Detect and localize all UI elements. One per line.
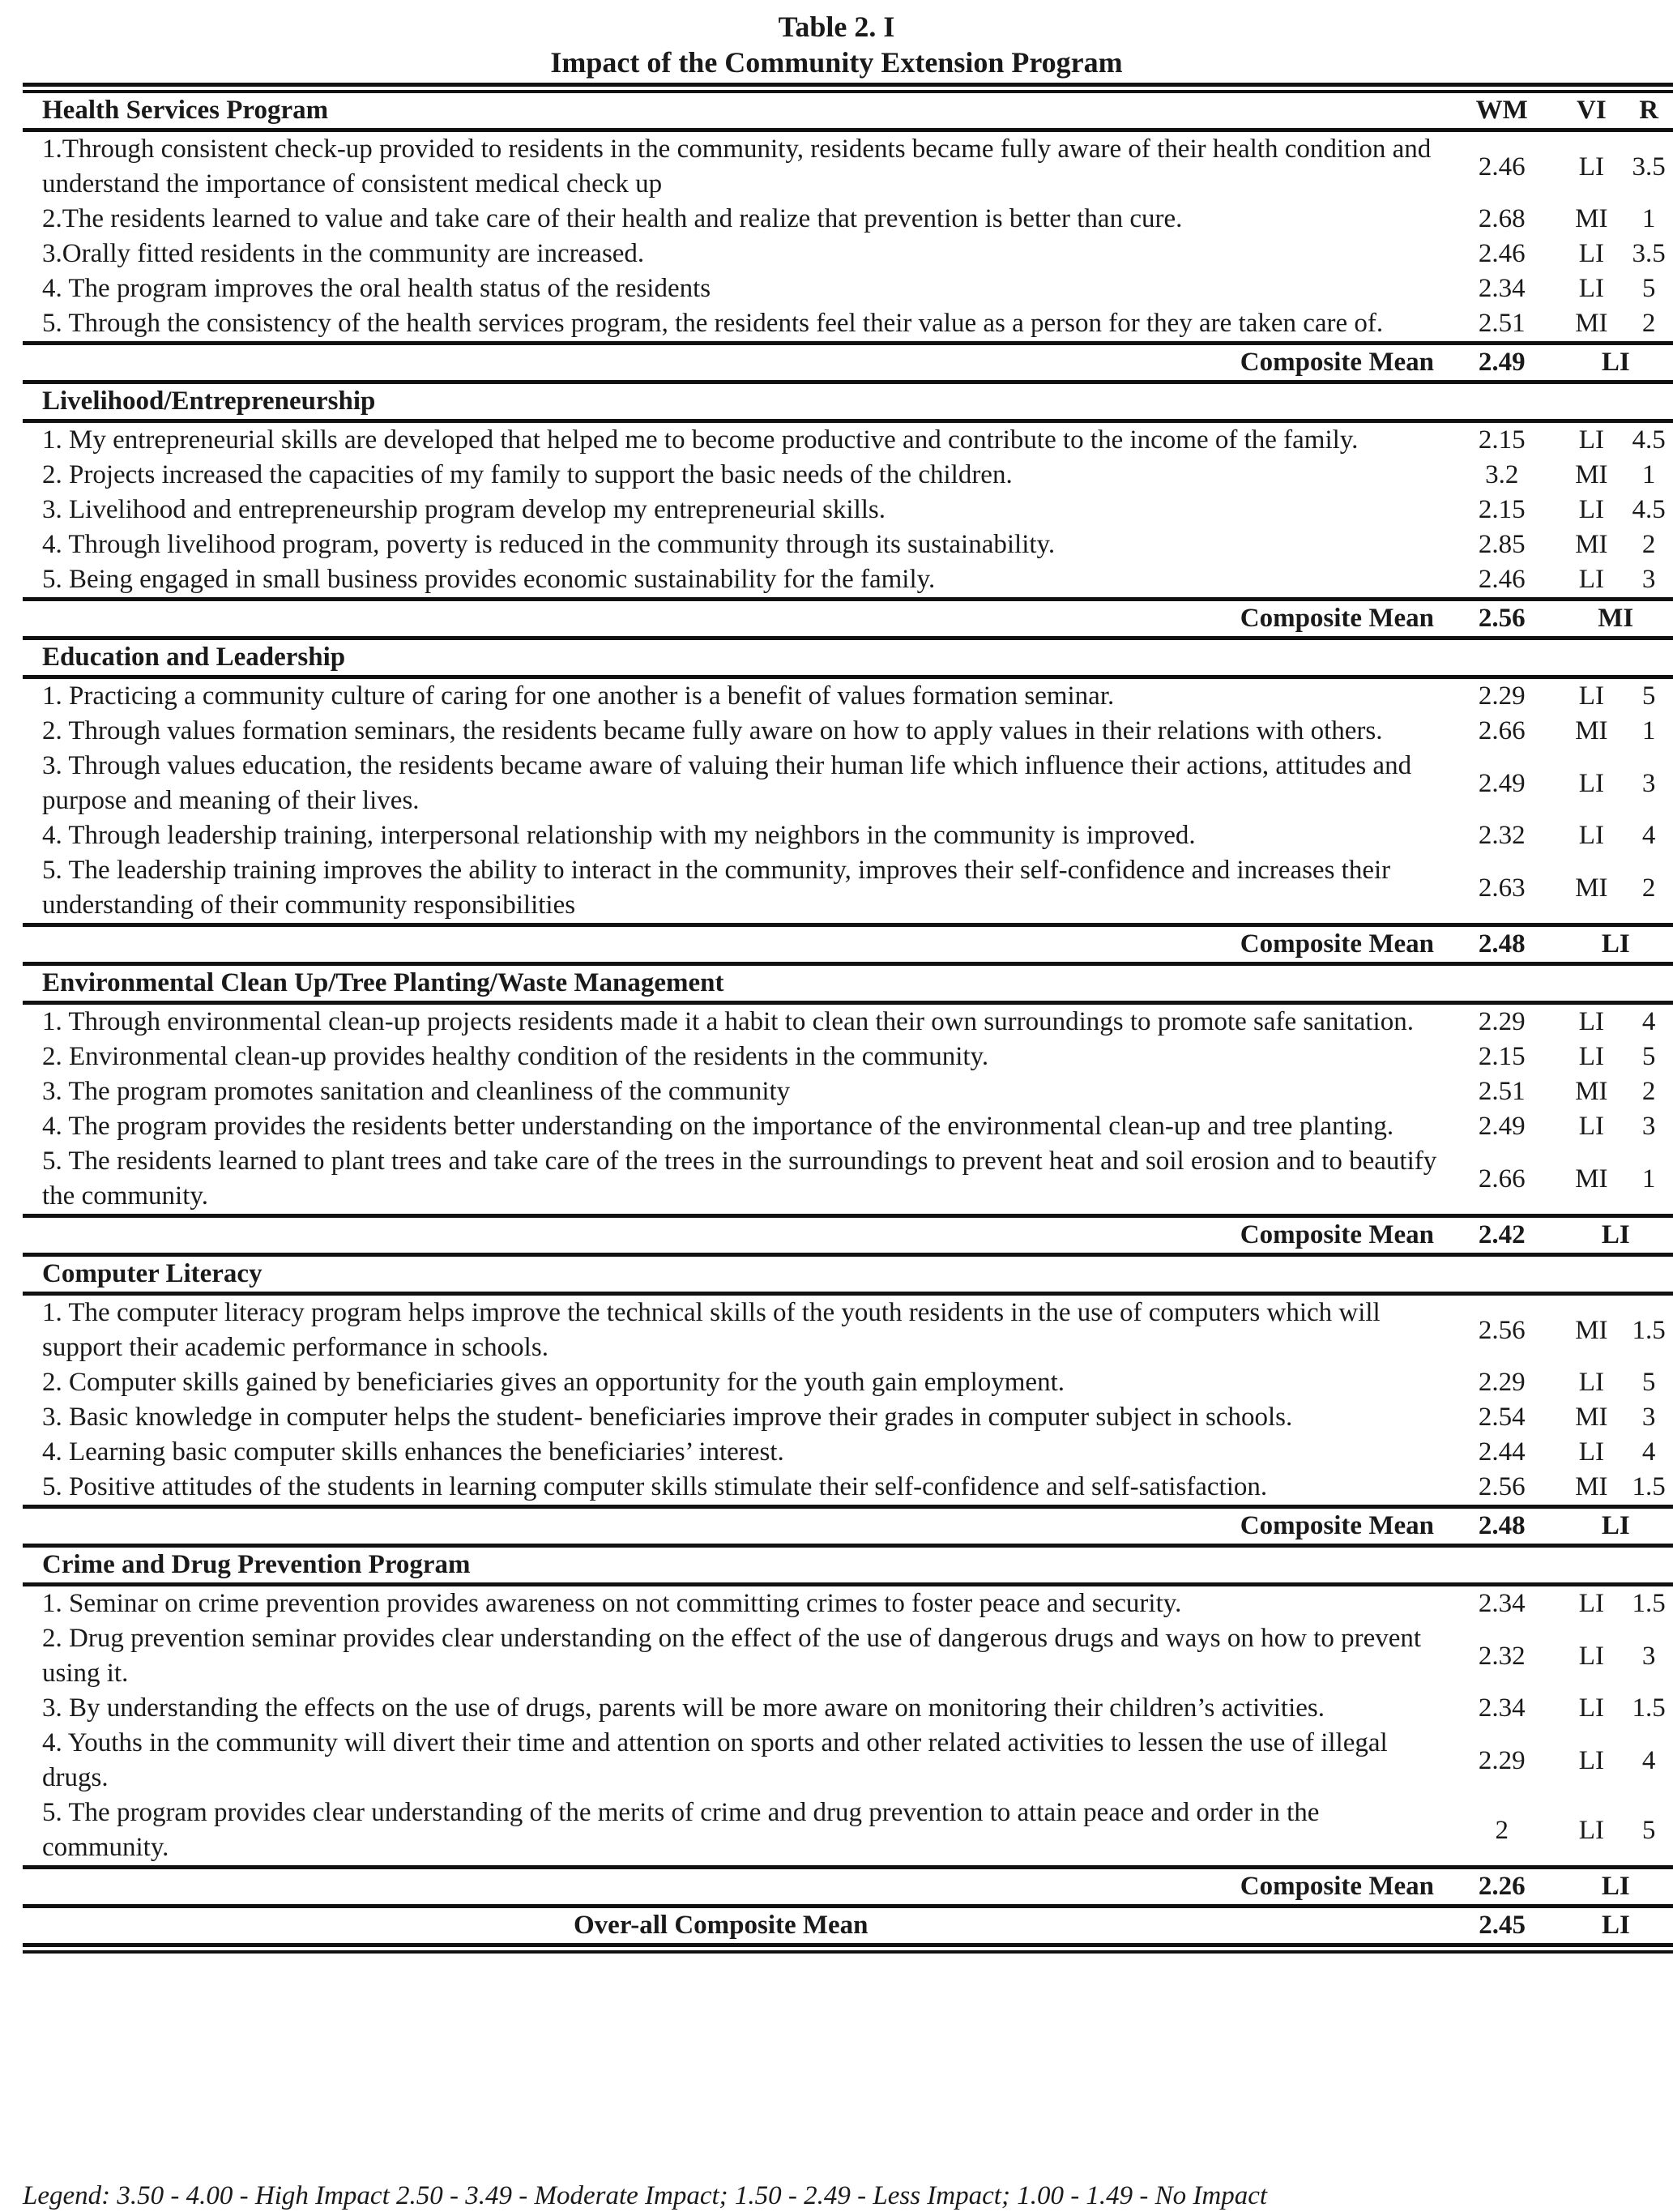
table-row bbox=[23, 458, 1673, 493]
table-row bbox=[23, 1621, 1673, 1691]
section-header bbox=[23, 1548, 1673, 1582]
table-row bbox=[23, 1365, 1673, 1400]
composite-vi: LI bbox=[1601, 1872, 1630, 1901]
item-rank: 1.5 bbox=[1632, 1693, 1666, 1723]
table-number: Table 2. I bbox=[778, 11, 895, 43]
table-row bbox=[23, 1796, 1673, 1865]
column-header-wm: WM bbox=[1475, 96, 1528, 125]
item-vi: LI bbox=[1578, 274, 1604, 303]
item-wm: 2.34 bbox=[1478, 1693, 1526, 1723]
item-vi: LI bbox=[1578, 565, 1604, 594]
legend: Legend: 3.50 - 4.00 - High Impact 2.50 - 3.49 - Moderate Impact; 1.50 - 2.49 - Less Impact; 1.00 - 1.49 - No Impact bbox=[23, 2181, 1268, 2210]
section-header bbox=[23, 384, 1673, 419]
item-vi: LI bbox=[1578, 1815, 1604, 1845]
item-vi: LI bbox=[1578, 152, 1604, 181]
table-row bbox=[23, 1074, 1673, 1109]
item-text: 5. The program provides clear understanding of the merits of crime and drug prevention to attain peace and order in the community. bbox=[42, 1798, 1320, 1862]
item-vi: LI bbox=[1578, 1437, 1604, 1467]
composite-label: Composite Mean bbox=[1240, 929, 1434, 959]
table-row bbox=[23, 306, 1673, 341]
item-rank: 3 bbox=[1641, 1403, 1656, 1432]
table-row bbox=[23, 714, 1673, 749]
composite-vi: MI bbox=[1598, 604, 1634, 633]
item-wm: 2.49 bbox=[1478, 1112, 1526, 1141]
item-rank: 4.5 bbox=[1632, 425, 1666, 455]
item-text: 1. Practicing a community culture of caring for one another is a benefit of values formation seminar. bbox=[42, 681, 1115, 711]
item-rank: 1.5 bbox=[1632, 1315, 1666, 1345]
section-header bbox=[23, 640, 1673, 675]
item-wm: 2.49 bbox=[1478, 768, 1526, 798]
item-vi: MI bbox=[1575, 873, 1608, 903]
item-text: 3. By understanding the effects on the use of drugs, parents will be more aware on monitoring their children’s activities. bbox=[42, 1693, 1325, 1723]
item-wm: 2.29 bbox=[1478, 1745, 1526, 1775]
item-vi: MI bbox=[1575, 1077, 1608, 1106]
item-text: 1. Seminar on crime prevention provides awareness on not committing crimes to foster peace and security. bbox=[42, 1589, 1182, 1618]
item-text: 4. The program improves the oral health status of the residents bbox=[42, 274, 711, 303]
item-wm: 2.44 bbox=[1478, 1437, 1526, 1467]
table-row bbox=[23, 679, 1673, 714]
item-vi: MI bbox=[1575, 716, 1608, 745]
item-wm: 2.51 bbox=[1478, 309, 1526, 338]
table-row bbox=[23, 1109, 1673, 1144]
table-row bbox=[23, 562, 1673, 597]
composite-vi: LI bbox=[1601, 929, 1630, 959]
table-row bbox=[23, 853, 1673, 923]
composite-vi: LI bbox=[1601, 1511, 1630, 1540]
item-rank: 5 bbox=[1641, 1815, 1656, 1845]
section-title: Computer Literacy bbox=[42, 1259, 262, 1288]
item-wm: 2.29 bbox=[1478, 1007, 1526, 1036]
section-header bbox=[23, 966, 1673, 1001]
item-rank: 5 bbox=[1641, 1042, 1656, 1071]
item-text: 4. Through leadership training, interpersonal relationship with my neighbors in the community is improved. bbox=[42, 821, 1196, 850]
composite-label: Composite Mean bbox=[1240, 604, 1434, 633]
item-rank: 1.5 bbox=[1632, 1589, 1666, 1618]
composite-row bbox=[23, 927, 1673, 962]
table-row bbox=[23, 527, 1673, 562]
item-rank: 4.5 bbox=[1632, 495, 1666, 524]
impact-table bbox=[23, 83, 1673, 1954]
item-vi: LI bbox=[1578, 1589, 1604, 1618]
composite-row bbox=[23, 601, 1673, 636]
item-wm: 2.46 bbox=[1478, 565, 1526, 594]
section-title: Livelihood/Entrepreneurship bbox=[42, 386, 376, 416]
section-header bbox=[23, 93, 1673, 128]
item-text: 4. Learning basic computer skills enhances the beneficiaries’ interest. bbox=[42, 1437, 784, 1467]
item-rank: 4 bbox=[1641, 1745, 1656, 1775]
item-rank: 3 bbox=[1641, 1641, 1656, 1671]
composite-label: Composite Mean bbox=[1240, 1872, 1434, 1901]
item-text: 3. Livelihood and entrepreneurship program develop my entrepreneurial skills. bbox=[42, 495, 886, 524]
item-wm: 2.66 bbox=[1478, 1164, 1526, 1194]
item-rank: 3.5 bbox=[1632, 239, 1666, 268]
section-header bbox=[23, 1257, 1673, 1292]
item-wm: 2.15 bbox=[1478, 425, 1526, 455]
section-title: Environmental Clean Up/Tree Planting/Waste Management bbox=[42, 968, 724, 997]
table-row bbox=[23, 237, 1673, 271]
composite-wm: 2.56 bbox=[1478, 604, 1526, 633]
item-text: 4. Youths in the community will divert their time and attention on sports and other related activities to lessen the use of illegal drugs. bbox=[42, 1728, 1388, 1792]
item-wm: 2.32 bbox=[1478, 1641, 1526, 1671]
item-text: 5. The leadership training improves the ability to interact in the community, improves their self-confidence and increases their understanding of their community responsibilities bbox=[42, 856, 1391, 920]
item-text: 1. The computer literacy program helps improve the technical skills of the youth residents in the use of computers which will support their academic performance in schools. bbox=[42, 1298, 1381, 1362]
composite-wm: 2.42 bbox=[1478, 1220, 1526, 1249]
item-vi: MI bbox=[1575, 1315, 1608, 1345]
item-vi: LI bbox=[1578, 239, 1604, 268]
table-row bbox=[23, 423, 1673, 458]
overall-row bbox=[23, 1908, 1673, 1943]
item-vi: MI bbox=[1575, 460, 1608, 489]
item-text: 1.Through consistent check-up provided to residents in the community, residents became fully aware of their health condition and understand the importance of consistent medical check up bbox=[42, 135, 1432, 199]
item-rank: 1 bbox=[1641, 1164, 1656, 1194]
item-rank: 3 bbox=[1641, 565, 1656, 594]
item-vi: LI bbox=[1578, 425, 1604, 455]
item-rank: 1 bbox=[1641, 716, 1656, 745]
item-wm: 2.29 bbox=[1478, 1368, 1526, 1397]
item-vi: LI bbox=[1578, 821, 1604, 850]
item-text: 1. My entrepreneurial skills are developed that helped me to become productive and contribute to the income of the family. bbox=[42, 425, 1359, 455]
table-row bbox=[23, 1040, 1673, 1074]
item-text: 3. Through values education, the residents became aware of valuing their human life which influence their actions, attitudes and purpose and meaning of their lives. bbox=[42, 751, 1412, 815]
section-title: Health Services Program bbox=[42, 96, 329, 125]
item-vi: MI bbox=[1575, 1164, 1608, 1194]
item-rank: 5 bbox=[1641, 274, 1656, 303]
item-vi: LI bbox=[1578, 495, 1604, 524]
item-text: 2. Projects increased the capacities of my family to support the basic needs of the children. bbox=[42, 460, 1013, 489]
item-text: 5. Positive attitudes of the students in learning computer skills stimulate their self-confidence and self-satisfaction. bbox=[42, 1472, 1268, 1501]
item-text: 2. Computer skills gained by beneficiaries gives an opportunity for the youth gain employment. bbox=[42, 1368, 1065, 1397]
item-vi: LI bbox=[1578, 1042, 1604, 1071]
item-rank: 5 bbox=[1641, 681, 1656, 711]
item-wm: 2.15 bbox=[1478, 495, 1526, 524]
item-text: 2. Drug prevention seminar provides clear understanding on the effect of the use of dangerous drugs and ways on how to prevent using it. bbox=[42, 1624, 1422, 1688]
table-row bbox=[23, 818, 1673, 853]
item-rank: 3 bbox=[1641, 1112, 1656, 1141]
overall-label: Over-all Composite Mean bbox=[574, 1911, 869, 1940]
item-vi: MI bbox=[1575, 204, 1608, 233]
composite-wm: 2.26 bbox=[1478, 1872, 1526, 1901]
table-row bbox=[23, 1144, 1673, 1214]
item-text: 2. Through values formation seminars, the residents became fully aware on how to apply values in their relations with others. bbox=[42, 716, 1383, 745]
item-rank: 1.5 bbox=[1632, 1472, 1666, 1501]
item-text: 3.Orally fitted residents in the community are increased. bbox=[42, 239, 645, 268]
item-vi: LI bbox=[1578, 1745, 1604, 1775]
item-rank: 4 bbox=[1641, 821, 1656, 850]
composite-row bbox=[23, 1509, 1673, 1544]
item-rank: 3 bbox=[1641, 768, 1656, 798]
item-text: 5. Being engaged in small business provides economic sustainability for the family. bbox=[42, 565, 936, 594]
item-wm: 2.15 bbox=[1478, 1042, 1526, 1071]
item-rank: 2 bbox=[1641, 530, 1656, 559]
table-row bbox=[23, 1726, 1673, 1796]
item-text: 3. Basic knowledge in computer helps the student- beneficiaries improve their grades in computer subject in schools. bbox=[42, 1403, 1293, 1432]
item-vi: LI bbox=[1578, 768, 1604, 798]
item-rank: 1 bbox=[1641, 460, 1656, 489]
composite-wm: 2.48 bbox=[1478, 1511, 1526, 1540]
composite-label: Composite Mean bbox=[1240, 1511, 1434, 1540]
item-vi: LI bbox=[1578, 1641, 1604, 1671]
item-rank: 4 bbox=[1641, 1437, 1656, 1467]
item-rank: 1 bbox=[1641, 204, 1656, 233]
item-wm: 2.34 bbox=[1478, 274, 1526, 303]
composite-label: Composite Mean bbox=[1240, 1220, 1434, 1249]
table-row bbox=[23, 271, 1673, 306]
composite-row bbox=[23, 1218, 1673, 1253]
item-text: 2.The residents learned to value and take care of their health and realize that prevention is better than cure. bbox=[42, 204, 1183, 233]
item-wm: 2.46 bbox=[1478, 152, 1526, 181]
item-wm: 2.68 bbox=[1478, 204, 1526, 233]
table-row bbox=[23, 1691, 1673, 1726]
item-wm: 2.46 bbox=[1478, 239, 1526, 268]
composite-label: Composite Mean bbox=[1240, 348, 1434, 377]
table-row bbox=[23, 1470, 1673, 1505]
item-vi: MI bbox=[1575, 1472, 1608, 1501]
item-wm: 2.51 bbox=[1478, 1077, 1526, 1106]
item-vi: MI bbox=[1575, 309, 1608, 338]
item-vi: LI bbox=[1578, 1007, 1604, 1036]
item-wm: 2 bbox=[1495, 1815, 1509, 1845]
item-wm: 2.29 bbox=[1478, 681, 1526, 711]
item-rank: 5 bbox=[1641, 1368, 1656, 1397]
table-row bbox=[23, 1586, 1673, 1621]
table-title: Impact of the Community Extension Program bbox=[550, 46, 1123, 79]
table-row bbox=[23, 202, 1673, 237]
composite-row bbox=[23, 1869, 1673, 1904]
section-title: Crime and Drug Prevention Program bbox=[42, 1550, 471, 1579]
item-wm: 2.63 bbox=[1478, 873, 1526, 903]
item-wm: 2.34 bbox=[1478, 1589, 1526, 1618]
item-text: 4. The program provides the residents better understanding on the importance of the environmental clean-up and tree planting. bbox=[42, 1112, 1394, 1141]
composite-vi: LI bbox=[1601, 348, 1630, 377]
item-rank: 3.5 bbox=[1632, 152, 1666, 181]
item-wm: 2.66 bbox=[1478, 716, 1526, 745]
item-text: 5. Through the consistency of the health services program, the residents feel their value as a person for they are taken care of. bbox=[42, 309, 1384, 338]
item-vi: MI bbox=[1575, 530, 1608, 559]
item-rank: 4 bbox=[1641, 1007, 1656, 1036]
composite-wm: 2.48 bbox=[1478, 929, 1526, 959]
item-wm: 2.56 bbox=[1478, 1315, 1526, 1345]
item-vi: LI bbox=[1578, 681, 1604, 711]
item-wm: 2.32 bbox=[1478, 821, 1526, 850]
table-row bbox=[23, 493, 1673, 527]
overall-wm: 2.45 bbox=[1479, 1911, 1526, 1940]
item-rank: 2 bbox=[1641, 1077, 1656, 1106]
item-wm: 3.2 bbox=[1485, 460, 1519, 489]
item-wm: 2.54 bbox=[1478, 1403, 1526, 1432]
item-vi: LI bbox=[1578, 1112, 1604, 1141]
item-rank: 2 bbox=[1641, 873, 1656, 903]
item-rank: 2 bbox=[1641, 309, 1656, 338]
item-text: 4. Through livelihood program, poverty is reduced in the community through its sustainability. bbox=[42, 530, 1056, 559]
overall-vi: LI bbox=[1601, 1911, 1630, 1940]
table-row bbox=[23, 749, 1673, 818]
top-rule bbox=[23, 83, 1673, 93]
composite-vi: LI bbox=[1601, 1220, 1630, 1249]
table-row bbox=[23, 1400, 1673, 1435]
item-vi: MI bbox=[1575, 1403, 1608, 1432]
item-vi: LI bbox=[1578, 1368, 1604, 1397]
section-title: Education and Leadership bbox=[42, 643, 346, 672]
column-header-vi: VI bbox=[1577, 96, 1607, 125]
item-text: 2. Environmental clean-up provides healthy condition of the residents in the community. bbox=[42, 1042, 989, 1071]
composite-wm: 2.49 bbox=[1478, 348, 1526, 377]
composite-row bbox=[23, 345, 1673, 380]
column-header-r: R bbox=[1639, 96, 1659, 125]
item-wm: 2.85 bbox=[1478, 530, 1526, 559]
item-text: 5. The residents learned to plant trees and take care of the trees in the surroundings to prevent heat and soil erosion and to beautify the community. bbox=[42, 1147, 1437, 1211]
item-vi: LI bbox=[1578, 1693, 1604, 1723]
table-row bbox=[23, 1435, 1673, 1470]
table-row bbox=[23, 132, 1673, 202]
item-text: 1. Through environmental clean-up projects residents made it a habit to clean their own surroundings to promote safe sanitation. bbox=[42, 1007, 1414, 1036]
table-row bbox=[23, 1296, 1673, 1365]
item-text: 3. The program promotes sanitation and cleanliness of the community bbox=[42, 1077, 791, 1106]
table-row bbox=[23, 1005, 1673, 1040]
bottom-rule bbox=[23, 1943, 1673, 1954]
item-wm: 2.56 bbox=[1478, 1472, 1526, 1501]
